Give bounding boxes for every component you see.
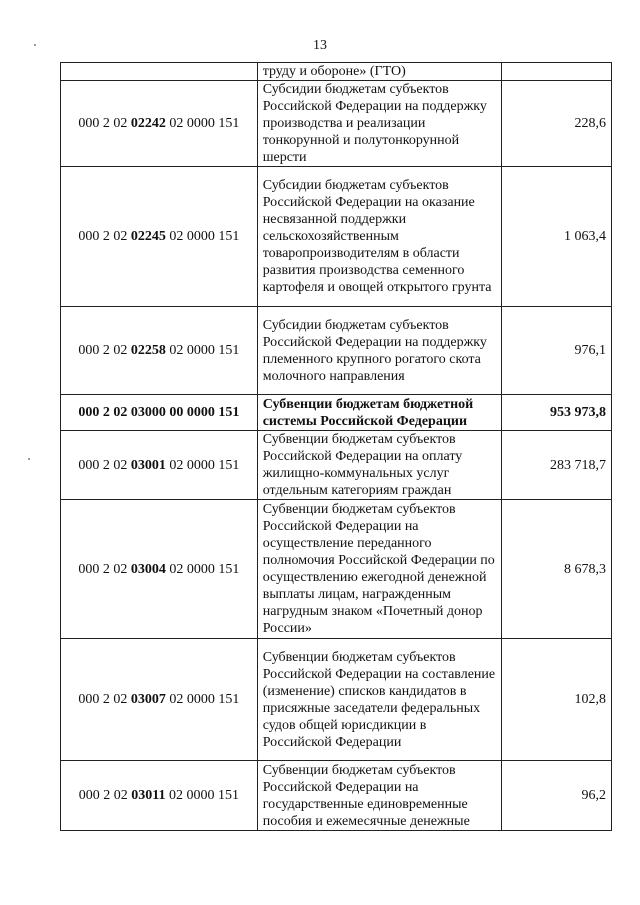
code-bold-part: 02258 bbox=[130, 343, 166, 358]
code-cell: 000 2 02 03000 00 0000 151 bbox=[61, 395, 258, 431]
description-cell: Субсидии бюджетам субъектов Российской Федерации на поддержку производства и реализации тонкорунной и полутонкорунной шерсти bbox=[257, 81, 501, 167]
code-bold-part: 03007 bbox=[130, 692, 166, 707]
code-prefix: 000 2 02 bbox=[78, 457, 131, 473]
scan-speck bbox=[28, 458, 30, 460]
code-cell bbox=[61, 639, 258, 761]
page-number: 13 bbox=[313, 38, 327, 53]
code-suffix: 02 0000 151 bbox=[165, 457, 240, 473]
table-row bbox=[61, 307, 612, 395]
code-prefix: 000 2 02 bbox=[78, 116, 131, 131]
description-cell: Субвенции бюджетам субъектов Российской Федерации на государственные единовременные пособия и ежемесячные денежные bbox=[257, 761, 501, 831]
amount-cell: 96,2 bbox=[501, 761, 611, 831]
amount-cell: 976,1 bbox=[501, 307, 611, 395]
table-row bbox=[61, 167, 612, 307]
code-suffix: 02 0000 151 bbox=[165, 229, 240, 244]
table-row bbox=[61, 761, 612, 831]
code-prefix: 000 2 02 bbox=[78, 229, 131, 244]
code-suffix: 02 0000 151 bbox=[165, 561, 240, 577]
table-row bbox=[61, 639, 612, 761]
code-suffix: 02 0000 151 bbox=[165, 116, 240, 131]
code-prefix: 000 2 02 bbox=[78, 788, 132, 803]
description-cell: Субвенции бюджетам субъектов Российской Федерации на оплату жилищно-коммунальных услуг отдельным категориям граждан bbox=[257, 431, 501, 500]
code-bold-part: 03004 bbox=[130, 561, 166, 577]
code-bold-part: 02245 bbox=[130, 229, 166, 244]
amount-cell: 953 973,8 bbox=[501, 395, 611, 431]
code-bold-part: 03011 bbox=[131, 788, 166, 803]
description-cell: Субсидии бюджетам субъектов Российской Федерации на поддержку племенного крупного рогатого скота молочного направления bbox=[257, 307, 501, 395]
code-suffix: 02 0000 151 bbox=[165, 788, 239, 803]
amount-cell bbox=[501, 63, 611, 81]
code-cell bbox=[61, 307, 258, 395]
code-cell bbox=[61, 500, 258, 639]
code-suffix: 02 0000 151 bbox=[165, 692, 240, 707]
amount-cell: 102,8 bbox=[501, 639, 611, 761]
amount-cell: 8 678,3 bbox=[501, 500, 611, 639]
code-prefix: 000 2 02 bbox=[78, 561, 131, 577]
code-cell bbox=[61, 81, 258, 167]
amount-cell: 228,6 bbox=[501, 81, 611, 167]
code-cell bbox=[61, 431, 258, 500]
code-cell bbox=[61, 63, 258, 81]
code-bold-part: 02242 bbox=[130, 116, 166, 131]
budget-table bbox=[60, 62, 612, 831]
table-row bbox=[61, 431, 612, 500]
code-bold-part: 03001 bbox=[130, 457, 166, 473]
code-prefix: 000 2 02 bbox=[78, 343, 131, 358]
code-suffix: 02 0000 151 bbox=[165, 343, 240, 358]
code-prefix: 000 2 02 bbox=[78, 692, 131, 707]
description-cell: труду и обороне» (ГТО) bbox=[257, 63, 501, 81]
table-row-total bbox=[61, 395, 612, 431]
code-cell bbox=[61, 761, 258, 831]
description-cell: Субвенции бюджетам субъектов Российской Федерации на составление (изменение) списков кандидатов в присяжные заседатели федеральных судов общей юрисдикции в Российской Федерации bbox=[257, 639, 501, 761]
amount-cell: 283 718,7 bbox=[501, 431, 611, 500]
description-cell: Субвенции бюджетам бюджетной системы Российской Федерации bbox=[257, 395, 501, 431]
table-row bbox=[61, 500, 612, 639]
description-cell: Субвенции бюджетам субъектов Российской Федерации на осуществление переданного полномочия Российской Федерации по осуществлению ежегодной денежной выплаты лицам, награжденным нагрудным знаком «Почетный донор России» bbox=[257, 500, 501, 639]
table-row bbox=[61, 81, 612, 167]
table-row bbox=[61, 63, 612, 81]
code-cell bbox=[61, 167, 258, 307]
amount-cell: 1 063,4 bbox=[501, 167, 611, 307]
scan-speck bbox=[34, 44, 36, 46]
description-cell: Субсидии бюджетам субъектов Российской Федерации на оказание несвязанной поддержки сельскохозяйственным товаропроизводителям в области развития производства семенного картофеля и овощей открытого грунта bbox=[257, 167, 501, 307]
